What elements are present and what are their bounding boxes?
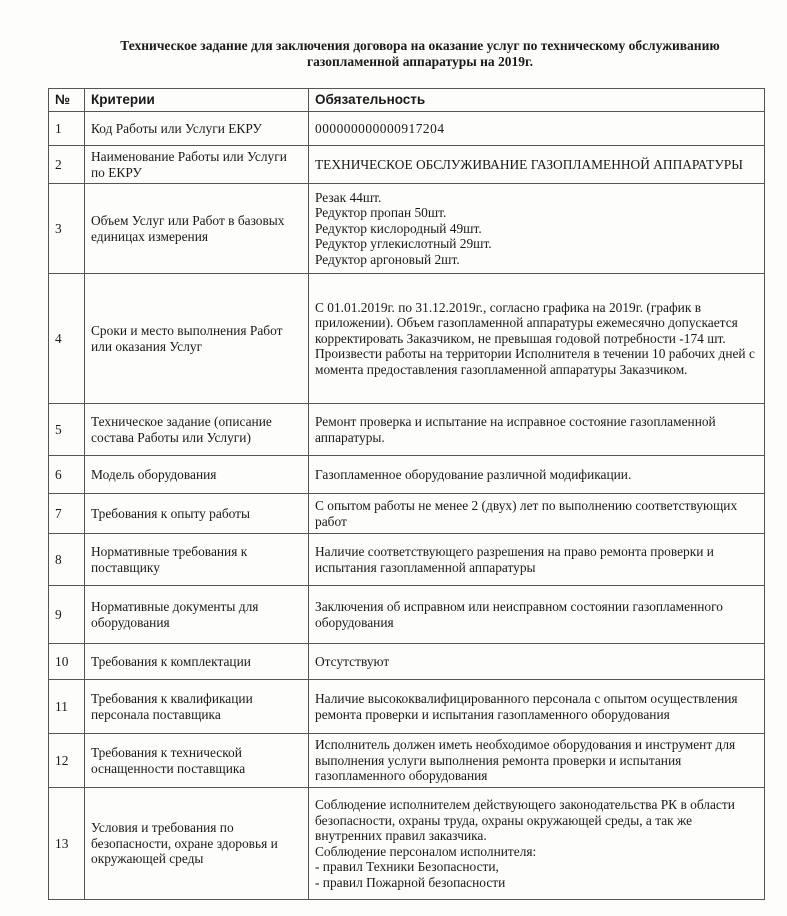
table-row [49,274,765,404]
row-criterion: Условия и требования по безопасности, охране здоровья и окружающей среды [85,788,309,900]
row-number: 9 [49,586,85,644]
requirement-line: Соблюдение исполнителем действующего законодательства РК в области безопасности, охраны труда, охраны окружающей среды, а так же внутренних правил заказчика. [315,797,735,843]
row-requirement: Ремонт проверка и испытание на исправное состояние газопламенной аппаратуры. [309,404,765,456]
table-row [49,788,765,900]
row-requirement [309,788,765,900]
requirement-line: - правил Пожарной безопасности [315,874,506,890]
row-number: 5 [49,404,85,456]
row-requirement: Газопламенное оборудование различной модификации. [309,456,765,494]
row-number: 12 [49,734,85,788]
row-requirement: Наличие соответствующего разрешения на право ремонта проверки и испытания газопламенной аппаратуры [309,534,765,586]
table-row [49,680,765,734]
row-requirement: Заключения об исправном или неисправном состоянии газопламенного оборудования [309,586,765,644]
table-row [49,494,765,534]
row-criterion: Модель оборудования [85,456,309,494]
spec-table [48,88,765,900]
header-criteria: Критерии [85,89,309,112]
row-number: 7 [49,494,85,534]
table-row [49,644,765,680]
row-requirement: ТЕХНИЧЕСКОЕ ОБСЛУЖИВАНИЕ ГАЗОПЛАМЕННОЙ АППАРАТУРЫ [309,146,765,184]
document-title: Техническое задание для заключения договора на оказание услуг по техническому обслуживанию газопламенной аппаратуры на 2019г. [120,38,720,69]
requirement-line: Произвести работы на территории Исполнителя в течении 10 рабочих дней с момента предоставления газопламенной аппаратуры Заказчиком. [315,346,755,377]
row-requirement: Наличие высококвалифицированного персонала с опытом осуществления ремонта проверки и испытания газопламенного оборудования [309,680,765,734]
row-requirement [309,184,765,274]
row-number: 8 [49,534,85,586]
row-criterion: Сроки и место выполнения Работ или оказания Услуг [85,274,309,404]
row-criterion: Требования к опыту работы [85,494,309,534]
requirement-line: Редуктор кислородный 49шт. [315,220,482,236]
table-row [49,146,765,184]
row-criterion: Требования к технической оснащенности поставщика [85,734,309,788]
requirement-line: Редуктор аргоновый 2шт. [315,251,460,267]
row-number: 6 [49,456,85,494]
row-criterion: Наименование Работы или Услуги по ЕКРУ [85,146,309,184]
row-number: 2 [49,146,85,184]
table-row [49,184,765,274]
table-header-row [49,89,765,112]
row-criterion: Нормативные документы для оборудования [85,586,309,644]
table-row [49,734,765,788]
row-number: 13 [49,788,85,900]
row-requirement: С опытом работы не менее 2 (двух) лет по выполнению соответствующих работ [309,494,765,534]
row-number: 1 [49,112,85,146]
requirement-line: С 01.01.2019г. по 31.12.2019г., согласно графика на 2019г. (график в приложении). Объем газопламенной аппаратуры ежемесячно допускается корректировать Заказчиком, не превышая годовой потребности -174 шт. [315,299,738,346]
row-criterion: Требования к квалификации персонала поставщика [85,680,309,734]
row-number: 11 [49,680,85,734]
requirement-line: Редуктор пропан 50шт. [315,205,447,221]
requirement-line: Резак 44шт. [315,189,382,205]
table-row [49,112,765,146]
row-criterion: Требования к комплектации [85,644,309,680]
requirement-line: Соблюдение персоналом исполнителя: [315,843,537,859]
row-requirement: Отсутствуют [309,644,765,680]
table-row [49,586,765,644]
row-number: 3 [49,184,85,274]
header-requirement: Обязательность [309,89,765,112]
row-number: 10 [49,644,85,680]
row-criterion: Техническое задание (описание состава Работы или Услуги) [85,404,309,456]
row-criterion: Нормативные требования к поставщику [85,534,309,586]
row-requirement: Исполнитель должен иметь необходимое оборудования и инструмент для выполнения услуги выполнения ремонта проверки и испытания газопламенного оборудования [309,734,765,788]
row-criterion: Код Работы или Услуги ЕКРУ [85,112,309,146]
table-row [49,456,765,494]
header-number: № [49,89,85,112]
requirement-line: - правил Техники Безопасности, [315,859,499,874]
row-requirement: 000000000000917204 [309,112,765,146]
row-criterion: Объем Услуг или Работ в базовых единицах измерения [85,184,309,274]
row-requirement [309,274,765,404]
row-number: 4 [49,274,85,404]
requirement-line: Редуктор углекислотный 29шт. [315,236,492,252]
table-row [49,534,765,586]
table-row [49,404,765,456]
